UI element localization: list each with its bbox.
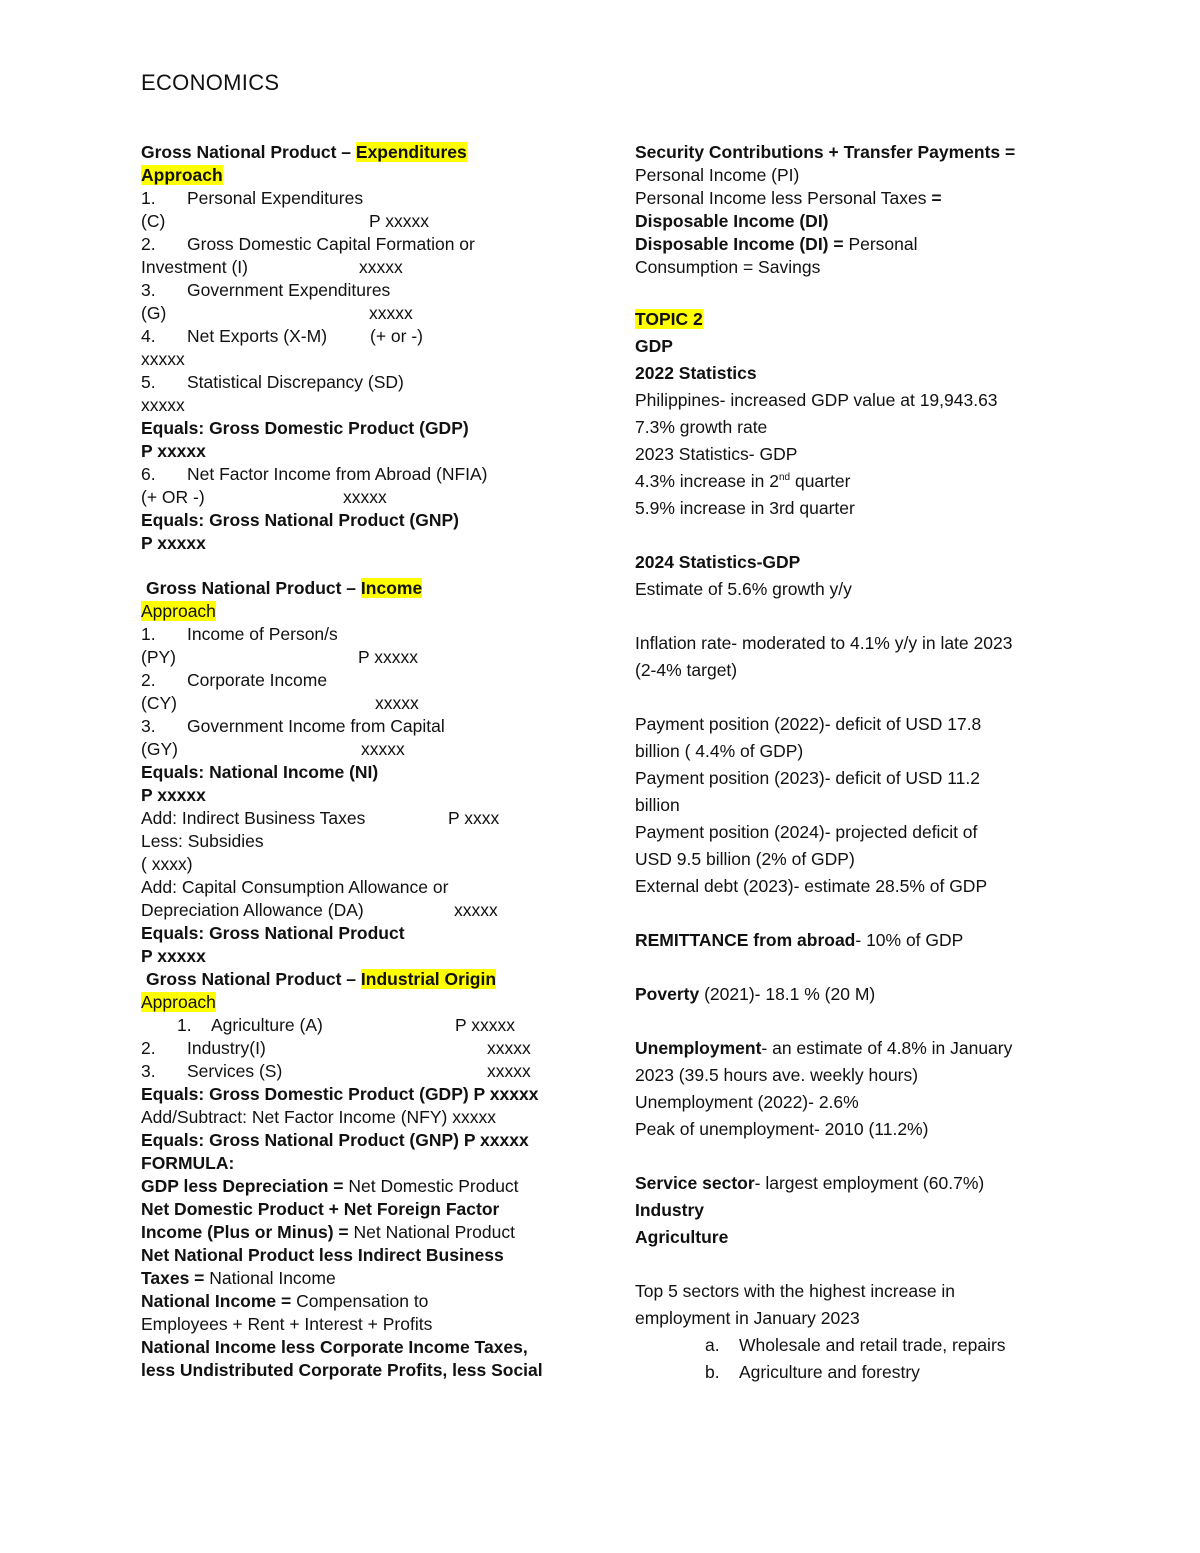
formula-result: Net Domestic Product: [348, 1176, 519, 1196]
item-value: xxxxx: [361, 739, 405, 759]
equals-ni-line: Equals: National Income (NI): [141, 762, 379, 782]
item-value: xxxxx: [343, 487, 387, 507]
list-item: [141, 1014, 581, 1037]
item-label: Corporate Income: [187, 670, 328, 690]
text-line: 2023 Statistics- GDP: [635, 444, 798, 464]
equals-gnp-line: Equals: Gross National Product (GNP) P xxxxx: [141, 1130, 529, 1150]
expenditures-heading-approach: [141, 164, 581, 187]
item-label: Add: Indirect Business Taxes: [141, 808, 366, 828]
income-heading-approach: [141, 600, 581, 623]
formula-line: Employees + Rent + Interest + Profits: [141, 1314, 433, 1334]
equals-gdp-line: Equals: Gross Domestic Product (GDP): [141, 418, 469, 438]
formula-line: [141, 1290, 581, 1313]
list-item-cont: [141, 348, 581, 371]
text-part: quarter: [790, 471, 851, 491]
item-value: xxxxx: [487, 1038, 531, 1058]
expenditures-heading: [141, 141, 581, 164]
text-part: 4.3% increase in 2: [635, 471, 779, 491]
formula-line: National Income less Corporate Income Taxes,: [141, 1337, 528, 1357]
item-code: (C): [141, 211, 166, 231]
item-label: Income of Person/s: [187, 624, 338, 644]
formula-line: [141, 1175, 581, 1198]
item-label: Net Exports (X-M): [187, 326, 328, 346]
list-item-cont: [141, 302, 581, 325]
item-number: 6.: [141, 464, 156, 484]
text-part: Service sector: [635, 1173, 755, 1193]
item-number: 5.: [141, 372, 156, 392]
item-number: 1.: [141, 624, 156, 644]
text-line: [635, 927, 1075, 954]
stats-2022-heading: 2022 Statistics: [635, 363, 757, 383]
add-cca-line-2: [141, 899, 581, 922]
item-label: Services (S): [187, 1061, 283, 1081]
text-part: - 10% of GDP: [855, 930, 964, 950]
list-item: [141, 715, 581, 738]
text-part: REMITTANCE from abroad: [635, 930, 856, 950]
formula-line: Net Domestic Product + Net Foreign Factor: [141, 1199, 500, 1219]
heading-text: Gross National Product –: [146, 578, 361, 598]
text-line: External debt (2023)- estimate 28.5% of GDP: [635, 876, 988, 896]
item-label: Depreciation Allowance (DA): [141, 900, 364, 920]
list-item: [141, 187, 581, 210]
list-item: [141, 463, 581, 486]
add-ibt-line: [141, 807, 581, 830]
formula-term: National Income =: [141, 1291, 297, 1311]
list-item: [635, 1332, 1075, 1359]
formula-result: Compensation to: [296, 1291, 429, 1311]
list-item-cont: [141, 738, 581, 761]
item-label: Statistical Discrepancy (SD): [187, 372, 404, 392]
text-part: - an estimate of 4.8% in January: [761, 1038, 1013, 1058]
item-number: 2.: [141, 1038, 156, 1058]
text-line: Payment position (2024)- projected deficit of: [635, 822, 978, 842]
item-code: (PY): [141, 647, 176, 667]
item-code: Investment (I): [141, 257, 248, 277]
item-value: P xxxxx: [455, 1015, 515, 1035]
add-nfy-line: Add/Subtract: Net Factor Income (NFY) xxxxx: [141, 1107, 496, 1127]
item-number: 1.: [177, 1015, 192, 1035]
text-line: Personal Income (PI): [635, 165, 800, 185]
text-line: Security Contributions + Transfer Payments =: [635, 142, 1016, 162]
text-line: Estimate of 5.6% growth y/y: [635, 579, 852, 599]
industrial-heading: [141, 968, 581, 991]
text-part: Personal Income less Personal Taxes: [635, 188, 932, 208]
text-line: Agriculture: [635, 1227, 729, 1247]
text-part: (2021)- 18.1 % (20 M): [699, 984, 876, 1004]
text-part: - largest employment (60.7%): [754, 1173, 985, 1193]
less-subsidies-line: Less: Subsidies: [141, 831, 264, 851]
highlight-approach: Approach: [141, 601, 216, 621]
page-title: ECONOMICS: [141, 70, 280, 95]
item-label: Wholesale and retail trade, repairs: [739, 1335, 1006, 1355]
item-value: xxxxx: [375, 693, 419, 713]
list-item: [141, 371, 581, 394]
text-line: Peak of unemployment- 2010 (11.2%): [635, 1119, 929, 1139]
text-part: Disposable Income (DI) =: [635, 234, 849, 254]
list-item: [635, 1359, 1075, 1386]
text-line: Payment position (2022)- deficit of USD 17.8: [635, 714, 982, 734]
text-line: Disposable Income (DI): [635, 211, 829, 231]
income-heading: [141, 577, 581, 600]
text-line: billion: [635, 795, 680, 815]
text-line: Payment position (2023)- deficit of USD 11.2: [635, 768, 980, 788]
item-value: (+ or -): [370, 326, 423, 346]
item-number: 2.: [141, 670, 156, 690]
list-item-cont: [141, 394, 581, 417]
item-value: P xxxxx: [369, 211, 429, 231]
superscript: nd: [778, 472, 791, 484]
text-line: Consumption = Savings: [635, 257, 821, 277]
industrial-heading-approach: [141, 991, 581, 1014]
text-line: Inflation rate- moderated to 4.1% y/y in late 2023: [635, 633, 1013, 653]
less-subsidies-value: ( xxxx): [141, 854, 193, 874]
equals-gdp-value: P xxxxx: [141, 441, 206, 461]
list-item-cont: [141, 692, 581, 715]
heading-text: Gross National Product –: [141, 142, 356, 162]
text-line: [635, 468, 1075, 495]
list-item: [141, 325, 581, 348]
item-label: Agriculture (A): [211, 1015, 323, 1035]
add-cca-line: Add: Capital Consumption Allowance or: [141, 877, 449, 897]
item-label: Government Income from Capital: [187, 716, 445, 736]
item-number: 3.: [141, 280, 156, 300]
item-value: P xxxx: [448, 808, 500, 828]
item-value: xxxxx: [141, 349, 185, 369]
equals-gnp-value: P xxxxx: [141, 946, 206, 966]
item-code: (CY): [141, 693, 177, 713]
item-value: xxxxx: [141, 395, 185, 415]
list-item-cont: [141, 256, 581, 279]
list-item-cont: [141, 646, 581, 669]
equals-gdp-line: Equals: Gross Domestic Product (GDP) P xxxxx: [141, 1084, 539, 1104]
item-value: P xxxxx: [358, 647, 418, 667]
formula-line: [141, 1267, 581, 1290]
item-label: Gross Domestic Capital Formation or: [187, 234, 475, 254]
text-part: Unemployment: [635, 1038, 762, 1058]
item-value: xxxxx: [454, 900, 498, 920]
text-part: =: [931, 188, 942, 208]
list-item: [141, 669, 581, 692]
text-part: Personal: [848, 234, 918, 254]
text-line: Philippines- increased GDP value at 19,943.63: [635, 390, 998, 410]
highlight-income: Income: [360, 578, 423, 598]
text-line: [635, 187, 1075, 210]
list-item: [141, 279, 581, 302]
text-line: 2023 (39.5 hours ave. weekly hours): [635, 1065, 919, 1085]
right-column: [635, 141, 1075, 1386]
list-item: [141, 233, 581, 256]
item-number: 3.: [141, 1061, 156, 1081]
text-part: Poverty: [635, 984, 700, 1004]
formula-label: FORMULA:: [141, 1153, 235, 1173]
text-line: USD 9.5 billion (2% of GDP): [635, 849, 855, 869]
formula-result: Net National Product: [353, 1222, 515, 1242]
list-item-cont: [141, 486, 581, 509]
gdp-heading: GDP: [635, 336, 673, 356]
stats-2024-heading: 2024 Statistics-GDP: [635, 552, 801, 572]
formula-result: National Income: [209, 1268, 336, 1288]
text-line: 5.9% increase in 3rd quarter: [635, 498, 855, 518]
item-label: Personal Expenditures: [187, 188, 364, 208]
item-letter: b.: [705, 1362, 720, 1382]
item-code: (G): [141, 303, 167, 323]
list-item: [141, 1037, 581, 1060]
formula-line: Net National Product less Indirect Business: [141, 1245, 504, 1265]
item-number: 4.: [141, 326, 156, 346]
highlight-industrial-origin: Industrial Origin: [360, 969, 497, 989]
text-line: employment in January 2023: [635, 1308, 860, 1328]
formula-term: GDP less Depreciation =: [141, 1176, 349, 1196]
equals-ni-value: P xxxxx: [141, 785, 206, 805]
text-line: Industry: [635, 1200, 705, 1220]
left-column: [141, 141, 581, 1382]
item-number: 2.: [141, 234, 156, 254]
list-item: [141, 623, 581, 646]
text-line: Top 5 sectors with the highest increase in: [635, 1281, 956, 1301]
text-line: [635, 1170, 1075, 1197]
highlight-expenditures: Expenditures: [355, 142, 467, 162]
text-line: Unemployment (2022)- 2.6%: [635, 1092, 859, 1112]
topic-heading: [635, 306, 1075, 333]
formula-line: less Undistributed Corporate Profits, less Social: [141, 1360, 543, 1380]
item-value: xxxxx: [369, 303, 413, 323]
item-number: 1.: [141, 188, 156, 208]
list-item-cont: [141, 210, 581, 233]
item-label: Government Expenditures: [187, 280, 391, 300]
item-value: xxxxx: [487, 1061, 531, 1081]
formula-line: [141, 1221, 581, 1244]
item-letter: a.: [705, 1335, 720, 1355]
item-label: Net Factor Income from Abroad (NFIA): [187, 464, 488, 484]
text-line: 7.3% growth rate: [635, 417, 768, 437]
item-label: Agriculture and forestry: [739, 1362, 920, 1382]
equals-gnp-value: P xxxxx: [141, 533, 206, 553]
item-label: Industry(I): [187, 1038, 266, 1058]
item-code: (GY): [141, 739, 178, 759]
highlight-approach: Approach: [141, 992, 216, 1012]
text-line: [635, 981, 1075, 1008]
heading-text: Gross National Product –: [146, 969, 361, 989]
text-line: (2-4% target): [635, 660, 738, 680]
highlight-approach: Approach: [141, 165, 223, 185]
text-line: [635, 233, 1075, 256]
item-number: 3.: [141, 716, 156, 736]
item-code: (+ OR -): [141, 487, 205, 507]
equals-gnp-line: Equals: Gross National Product: [141, 923, 405, 943]
equals-gnp-line: Equals: Gross National Product (GNP): [141, 510, 459, 530]
text-line: billion ( 4.4% of GDP): [635, 741, 804, 761]
formula-term: Taxes =: [141, 1268, 210, 1288]
text-line: [635, 1035, 1075, 1062]
item-value: xxxxx: [359, 257, 403, 277]
list-item: [141, 1060, 581, 1083]
highlight-topic: TOPIC 2: [635, 309, 703, 329]
formula-term: Income (Plus or Minus) =: [141, 1222, 354, 1242]
